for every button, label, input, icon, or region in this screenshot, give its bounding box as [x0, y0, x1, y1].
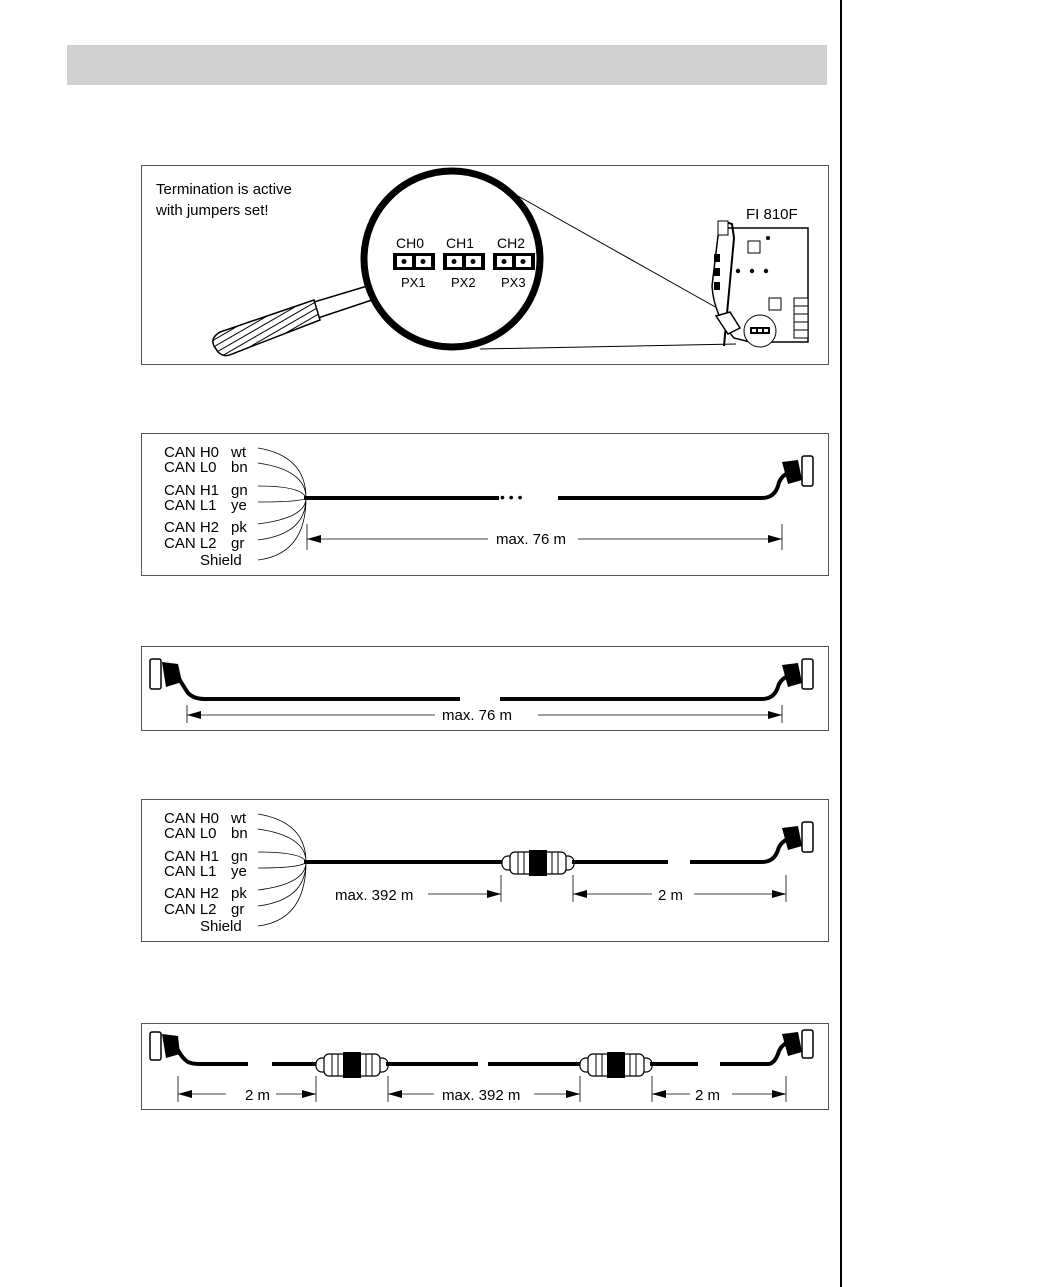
repeater-icon-1 — [316, 1052, 388, 1078]
termination-note-line2: with jumpers set! — [156, 202, 269, 219]
wire-color-label: wt — [231, 810, 246, 827]
length-label-main: max. 392 m — [335, 887, 414, 904]
figure-cable-two-repeaters — [141, 1023, 829, 1110]
length-label: max. 76 m — [442, 707, 513, 724]
cable-left-segment — [178, 677, 460, 699]
shield-label: Shield — [200, 918, 242, 935]
wire-labels — [164, 810, 248, 935]
length-label-left: 2 m — [245, 1087, 271, 1104]
jumper-label-px3: PX3 — [501, 275, 526, 290]
wire-color-label: bn — [231, 825, 248, 842]
length-label-right: 2 m — [695, 1087, 721, 1104]
channel-label-ch0: CH0 — [396, 235, 425, 251]
wire-signal-label: CAN L0 — [164, 825, 217, 842]
wire-color-label: gn — [231, 482, 248, 499]
wire-signal-label: CAN H1 — [164, 848, 220, 865]
wire-color-label: bn — [231, 459, 248, 476]
wire-signal-label: CAN H0 — [164, 444, 220, 461]
wire-color-label: wt — [231, 444, 246, 461]
repeater-icon — [502, 850, 574, 876]
wire-labels — [164, 444, 248, 569]
figure-cable-open-end-76m — [141, 433, 829, 576]
section-header-band — [67, 45, 827, 85]
repeater-icon-2 — [580, 1052, 652, 1078]
screwdriver-icon — [213, 284, 378, 356]
jumper-block-px1 — [393, 253, 435, 270]
wire-color-label: gn — [231, 848, 248, 865]
zoom-line-bottom — [480, 344, 736, 349]
wire-color-label: pk — [231, 519, 247, 536]
cable-continuation-dots: • • • — [500, 489, 523, 505]
wire-signal-label: CAN L2 — [164, 901, 217, 918]
cable-right-segment — [558, 472, 790, 498]
board-name: FI 810F — [746, 206, 798, 223]
wire-fanout — [258, 814, 306, 926]
wire-color-label: gr — [231, 535, 245, 552]
sub-d-connector-left — [150, 1032, 180, 1060]
shield-label: Shield — [200, 552, 242, 569]
sub-d-connector-right — [782, 659, 813, 689]
figure-cable-with-repeater-392m — [141, 799, 829, 942]
cable-segment-6 — [720, 1042, 788, 1064]
figure-cable-connector-to-connector-76m — [141, 646, 829, 731]
wire-signal-label: CAN L1 — [164, 497, 217, 514]
wire-color-label: ye — [231, 497, 247, 514]
length-label: max. 76 m — [496, 531, 567, 548]
length-label-main: max. 392 m — [442, 1087, 521, 1104]
jumper-label-px2: PX2 — [451, 275, 476, 290]
sub-d-connector-left — [150, 659, 182, 689]
cable-segment-1 — [178, 1050, 248, 1064]
sub-d-connector-right — [782, 822, 813, 852]
figure-termination-jumpers — [141, 165, 829, 365]
sub-d-connector-right — [782, 1030, 813, 1058]
cable-right-segment — [500, 675, 790, 699]
jumper-block-px2 — [443, 253, 485, 270]
jumper-block-px3 — [493, 253, 535, 270]
page-margin-rule — [840, 0, 842, 1287]
wire-color-label: ye — [231, 863, 247, 880]
channel-label-ch1: CH1 — [446, 235, 475, 251]
wire-signal-label: CAN H2 — [164, 885, 220, 902]
wire-color-label: pk — [231, 885, 247, 902]
cable-segment-3 — [690, 838, 790, 862]
wire-fanout — [258, 448, 306, 560]
zoom-line-top — [518, 196, 726, 313]
wire-color-label: gr — [231, 901, 245, 918]
termination-note-line1: Termination is active — [156, 181, 292, 198]
wire-signal-label: CAN L1 — [164, 863, 217, 880]
circuit-board-icon — [712, 221, 808, 347]
wire-signal-label: CAN H1 — [164, 482, 220, 499]
wire-signal-label: CAN L0 — [164, 459, 217, 476]
sub-d-connector-right — [782, 456, 813, 486]
wire-signal-label: CAN H2 — [164, 519, 220, 536]
jumper-label-px1: PX1 — [401, 275, 426, 290]
length-label-stub: 2 m — [658, 887, 684, 904]
channel-label-ch2: CH2 — [497, 235, 526, 251]
wire-signal-label: CAN L2 — [164, 535, 217, 552]
wire-signal-label: CAN H0 — [164, 810, 220, 827]
